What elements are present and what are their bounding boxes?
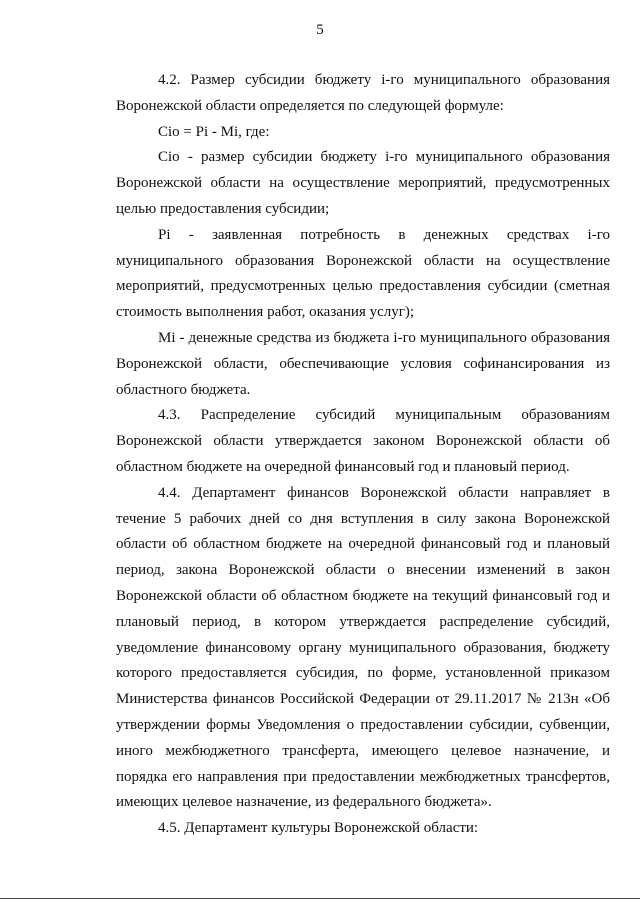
paragraph-4-5: 4.5. Департамент культуры Воронежской области:	[158, 820, 479, 837]
definition-cio: Ciо - размер субсидии бюджету i-го муниципального образования Воронежской области на осуществление мероприятий, предусмотренных целью предоставления субсидии;	[116, 149, 610, 217]
formula-line: Ciо = Pi - Mi, где:	[158, 123, 270, 140]
page-number: 5	[316, 22, 324, 38]
paragraph-4-2: 4.2. Размер субсидии бюджету i-го муниципального образования Воронежской области определяется по следующей формуле:	[116, 72, 610, 114]
paragraph-4-4: 4.4. Департамент финансов Воронежской области направляет в течение 5 рабочих дней со дня вступления в силу закона Воронежской области об областном бюджете на очередной финансовый год и плановый период, закона Воронежской области о внесении изменений в закон Воронежской области об областном бюджете на текущий финансовый год и плановый период, в котором утверждается распределение субсидий, уведомление финансовому органу муниципального образования, бюджету которого предоставляется субсидия, по форме, установленной приказом Министерства финансов Российской Федерации от 29.11.2017 № 213н «Об утверждении формы Уведомления о предоставлении субсидии, субвенции, иного межбюджетного трансферта, имеющего целевое назначение, и порядка его направления при предоставлении межбюджетных трансфертов, имеющих целевое назначение, из федерального бюджета».	[116, 484, 610, 811]
bottom-divider	[0, 898, 640, 899]
definition-mi: Mi - денежные средства из бюджета i-го муниципального образования Воронежской области, обеспечивающие условия софинансирования из областного бюджета.	[116, 329, 610, 398]
paragraph-4-3: 4.3. Распределение субсидий муниципальным образованиям Воронежской области утверждается законом Воронежской области об областном бюджете на очередной финансовый год и плановый период.	[116, 407, 610, 475]
document-body	[116, 68, 610, 842]
definition-pi: Pi - заявленная потребность в денежных средствах i-го муниципального образования Воронежской области на осуществление мероприятий, предусмотренных целью предоставления субсидии (сметная стоимость выполнения работ, оказания услуг);	[116, 226, 610, 321]
